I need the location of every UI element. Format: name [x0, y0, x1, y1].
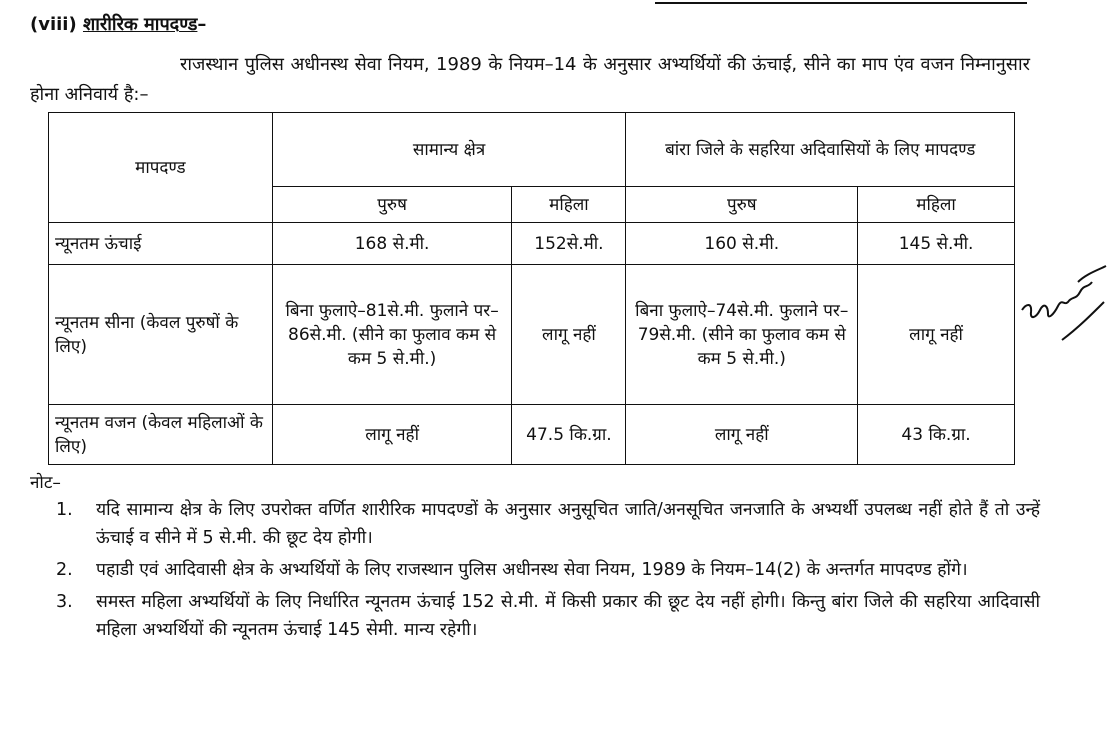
header-baran-sahariya: बांरा जिले के सहरिया अदिवासियों के लिए मापदण्ड: [626, 113, 1015, 187]
row-label-min-height: न्यूनतम ऊंचाई: [49, 223, 273, 265]
cell-value: 168 से.मी.: [272, 223, 512, 265]
notes-list: [30, 496, 1040, 648]
section-number: (viii): [30, 14, 77, 35]
note-number: 1.: [56, 500, 73, 520]
table-row: [49, 265, 1015, 405]
cell-value: 43 कि.ग्रा.: [858, 405, 1015, 465]
note-text: पहाडी एवं आदिवासी क्षेत्र के अभ्यर्थियों के लिए राजस्थान पुलिस अधीनस्थ सेवा नियम, 1989 के नियम–14(2) के अन्तर्गत मापदण्ड होंगे।: [96, 560, 968, 580]
cell-value: 152से.मी.: [512, 223, 626, 265]
table-row: [49, 405, 1015, 465]
header-general-area: सामान्य क्षेत्र: [272, 113, 626, 187]
table-header-row: [49, 113, 1015, 187]
row-label-min-weight: न्यूनतम वजन (केवल महिलाओं के लिए): [49, 405, 273, 465]
cell-value: 160 से.मी.: [626, 223, 858, 265]
cell-value: 145 से.मी.: [858, 223, 1015, 265]
list-item: [30, 556, 1040, 584]
section-title: शारीरिक मापदण्ड: [82, 14, 198, 35]
handwritten-signature: [1018, 262, 1110, 352]
intro-paragraph: [30, 50, 1030, 110]
header-criteria: मापदण्ड: [49, 113, 273, 223]
subheader-baran-female: महिला: [858, 187, 1015, 223]
cell-value: बिना फुलाऐ–74से.मी. फुलाने पर–79से.मी. (सीने का फुलाव कम से कम 5 से.मी.): [626, 265, 858, 405]
intro-text: राजस्थान पुलिस अधीनस्थ सेवा नियम, 1989 के नियम–14 के अनुसार अभ्यर्थियों की ऊंचाई, सीने का माप एंव वजन निम्नानुसार होना अनिवार्य है:–: [30, 54, 1030, 105]
note-number: 3.: [56, 592, 73, 612]
list-item: [30, 496, 1040, 552]
subheader-baran-male: पुरुष: [626, 187, 858, 223]
note-text: यदि सामान्य क्षेत्र के लिए उपरोक्त वर्णित शारीरिक मापदण्डों के अनुसार अनुसूचित जाति/अनसूचित जनजाति के अभ्यर्थी उपलब्ध नहीं होते हैं तो उन्हें ऊंचाई व सीने में 5 से.मी. की छूट देय होगी।: [96, 500, 1040, 548]
subheader-general-female: महिला: [512, 187, 626, 223]
section-heading: [30, 12, 206, 36]
cell-value: लागू नहीं: [272, 405, 512, 465]
row-label-min-chest: न्यूनतम सीना (केवल पुरुषों के लिए): [49, 265, 273, 405]
note-label: नोट–: [30, 473, 61, 493]
cell-value: लागू नहीं: [858, 265, 1015, 405]
physical-criteria-table: [48, 112, 1015, 465]
subheader-general-male: पुरुष: [272, 187, 512, 223]
cell-value: बिना फुलाऐ–81से.मी. फुलाने पर–86से.मी. (सीने का फुलाव कम से कम 5 से.मी.): [272, 265, 512, 405]
cell-value: 47.5 कि.ग्रा.: [512, 405, 626, 465]
top-rule: [655, 2, 1027, 4]
note-number: 2.: [56, 560, 73, 580]
note-text: समस्त महिला अभ्यर्थियों के लिए निर्धारित न्यूनतम ऊंचाई 152 से.मी. में किसी प्रकार की छूट देय नहीं होगी। किन्तु बांरा जिले की सहरिया आदिवासी महिला अभ्यर्थियों की न्यूनतम ऊंचाई 145 सेमी. मान्य रहेगी।: [96, 592, 1040, 640]
section-title-dash: –: [197, 14, 207, 35]
cell-value: लागू नहीं: [626, 405, 858, 465]
cell-value: लागू नहीं: [512, 265, 626, 405]
list-item: [30, 588, 1040, 644]
table-row: [49, 223, 1015, 265]
